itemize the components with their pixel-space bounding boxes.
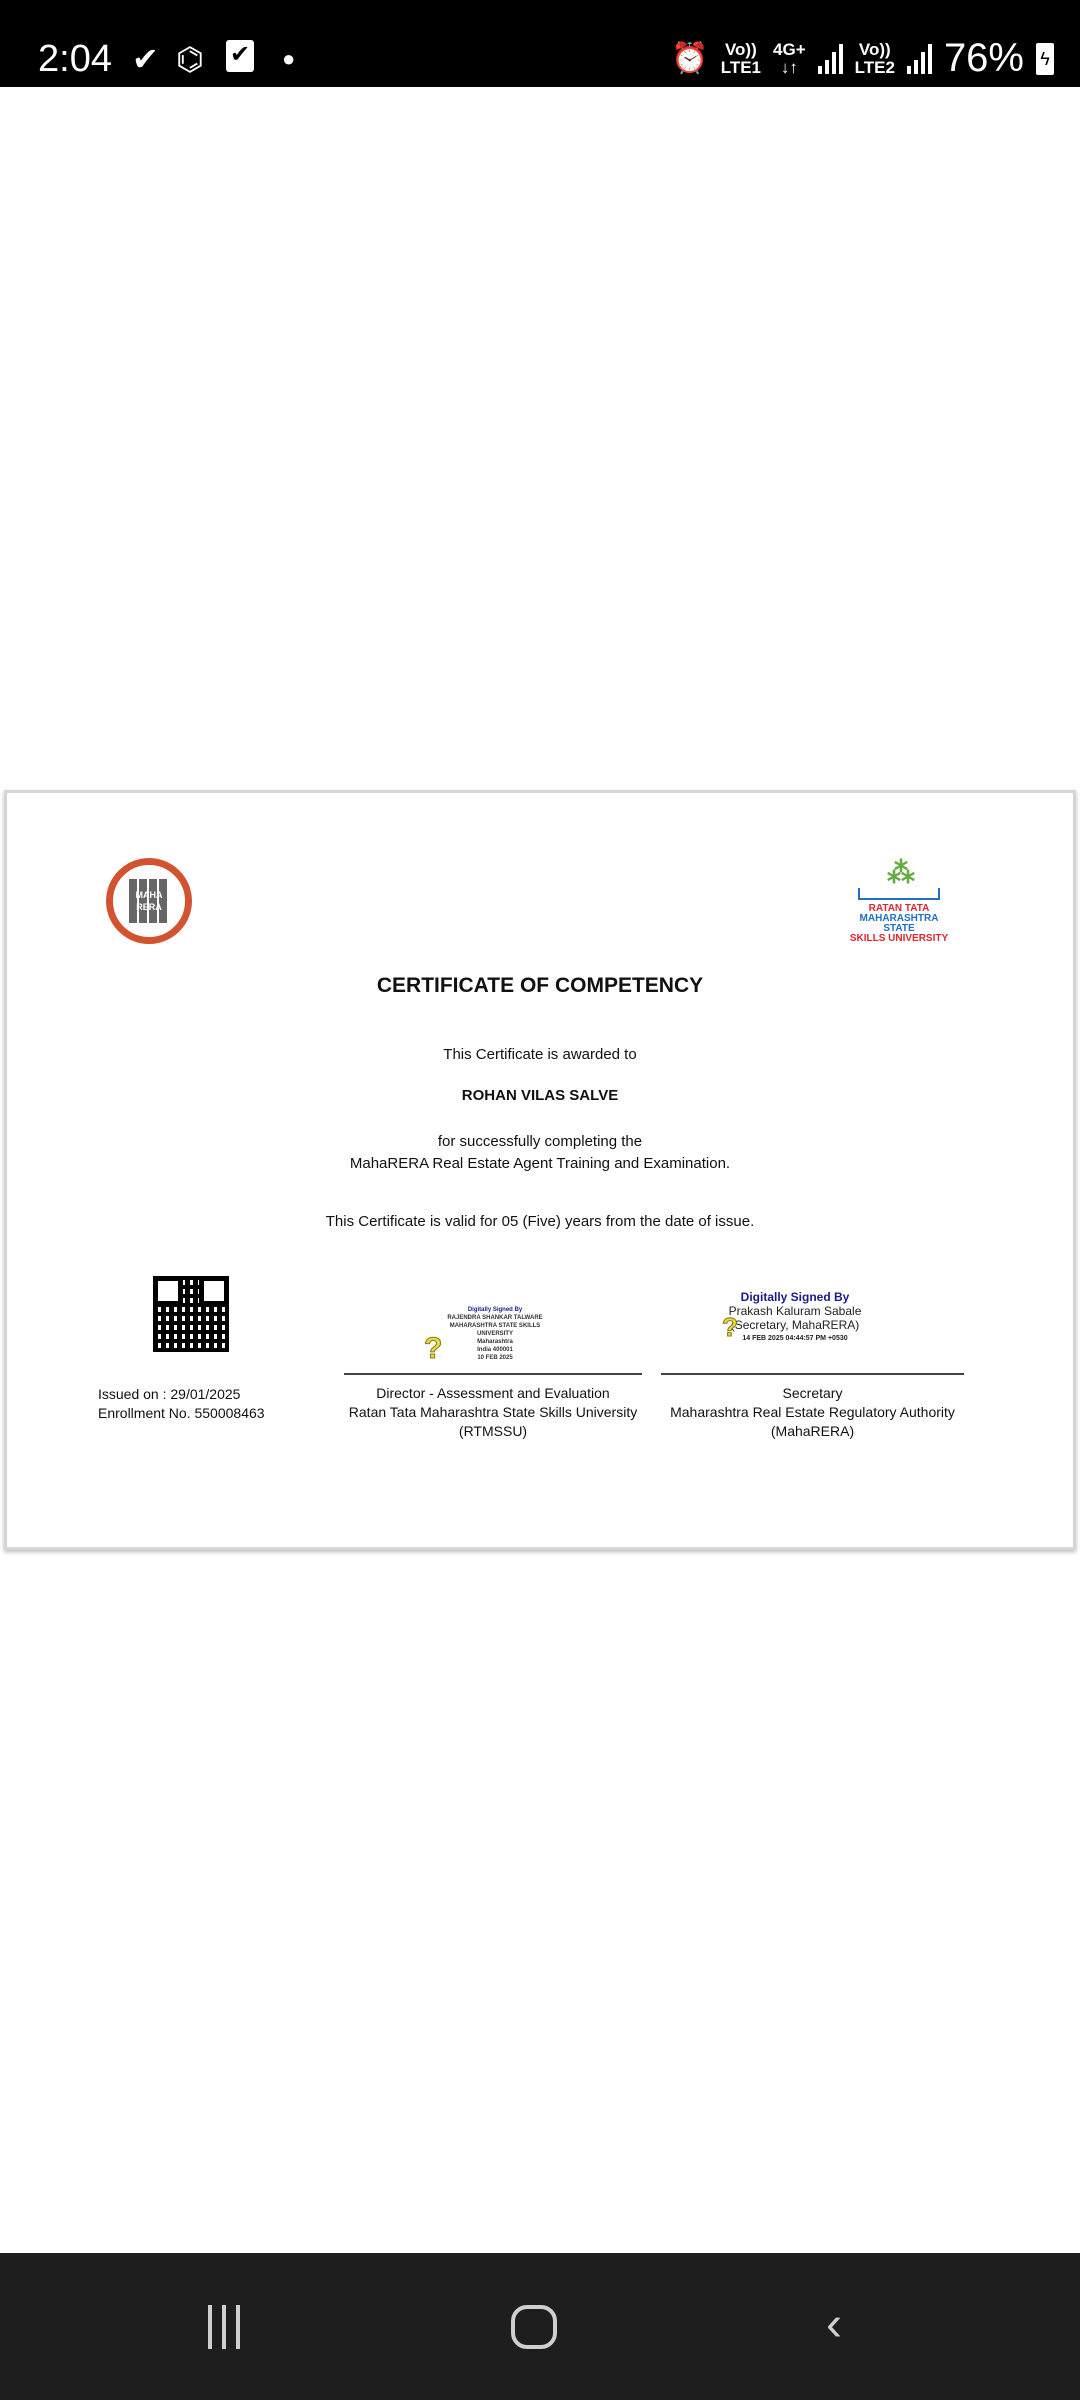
signed-by-label: Digitally Signed By <box>467 1307 523 1313</box>
signatory-abbr: (MahaRERA) <box>770 1423 855 1439</box>
signatory-role: Director - Assessment and Evaluation <box>376 1385 610 1401</box>
completion-text: MahaRERA Real Estate Agent Training and Examination. <box>349 1155 731 1172</box>
signer-line: India 400001 <box>477 1347 513 1353</box>
battery-percent: 76% <box>943 36 1024 80</box>
task-icon: ✔ <box>226 40 254 72</box>
logo-line: MAHARASHTRA STATE <box>859 913 939 934</box>
certificate-title: CERTIFICATE OF COMPETENCY <box>376 974 704 997</box>
tree-icon: ⁂ <box>887 857 911 888</box>
completion-text: for successfully completing the <box>437 1133 643 1150</box>
signed-by-label: Digitally Signed By <box>740 1290 850 1304</box>
digital-signature-2 <box>680 1290 910 1346</box>
4g-label: 4G+ <box>773 39 806 59</box>
enrollment-number: Enrollment No. 550008463 <box>98 1405 265 1421</box>
maharera-logo <box>106 858 192 944</box>
signatory-role: Secretary <box>782 1385 843 1401</box>
alarm-icon: ⏰ <box>671 42 709 75</box>
home-button[interactable] <box>511 2305 557 2349</box>
dot-icon: ● <box>282 46 296 71</box>
lte1-label: LTE1 <box>720 57 762 77</box>
logo-line: RATAN TATA <box>868 903 930 914</box>
recent-apps-button[interactable] <box>208 2305 240 2349</box>
signer-line: 10 FEB 2025 <box>477 1355 513 1361</box>
signer-line: UNIVERSITY <box>476 1331 513 1337</box>
signal-icon <box>818 44 843 74</box>
data-arrows: ↓↑ <box>780 57 798 77</box>
signer-name: Prakash Kaluram Sabale <box>728 1304 862 1318</box>
volte-label: Vo)) <box>858 39 891 59</box>
signatory-2-info <box>661 1384 964 1441</box>
logo-line: SKILLS UNIVERSITY <box>849 933 949 944</box>
signature-unknown-icon: ? <box>424 1332 443 1365</box>
signer-line: RAJENDRA SHANKAR TALWARE <box>447 1315 543 1321</box>
navigation-bar <box>0 2253 1080 2400</box>
lte2-label: LTE2 <box>854 57 895 77</box>
signer-line: Maharashtra <box>477 1339 513 1345</box>
volte-lte2 <box>855 41 895 77</box>
signature-line <box>344 1373 642 1375</box>
signature-unknown-icon: ? <box>722 1312 738 1342</box>
signer-title: (Secretary, MahaRERA) <box>730 1318 860 1332</box>
issue-info <box>98 1385 265 1423</box>
network-4g <box>773 41 806 77</box>
signature-line <box>661 1373 964 1375</box>
check-icon: ✔ <box>132 41 159 77</box>
signal-icon <box>907 44 932 74</box>
qr-code <box>153 1276 229 1352</box>
signatory-org: Ratan Tata Maharashtra State Skills University <box>348 1404 638 1420</box>
back-button[interactable]: ‹ <box>826 2298 842 2351</box>
recipient-name: ROHAN VILAS SALVE <box>461 1087 619 1104</box>
signatory-1-info <box>344 1384 642 1441</box>
rtmssu-logo <box>846 858 952 944</box>
volte-lte1 <box>721 41 761 77</box>
validity-text: This Certificate is valid for 05 (Five) years from the date of issue. <box>325 1213 755 1230</box>
status-bar <box>0 0 1080 87</box>
signatory-org: Maharashtra Real Estate Regulatory Authority <box>670 1404 955 1420</box>
book-icon <box>858 888 940 900</box>
maharera-logo-text: MAHA RERA <box>129 879 169 923</box>
volte-label: Vo)) <box>724 39 757 59</box>
awarded-text: This Certificate is awarded to <box>443 1046 637 1063</box>
issued-on: Issued on : 29/01/2025 <box>98 1386 241 1402</box>
clock: 2:04 <box>38 38 112 80</box>
battery-charging-icon: ϟ <box>1036 43 1054 75</box>
signing-date: 14 FEB 2025 04:44:57 PM +0530 <box>742 1335 848 1342</box>
signatory-abbr: (RTMSSU) <box>458 1423 528 1439</box>
copilot-icon: ⌬ <box>176 41 204 77</box>
signer-line: MAHARASHTRA STATE SKILLS <box>449 1323 541 1329</box>
